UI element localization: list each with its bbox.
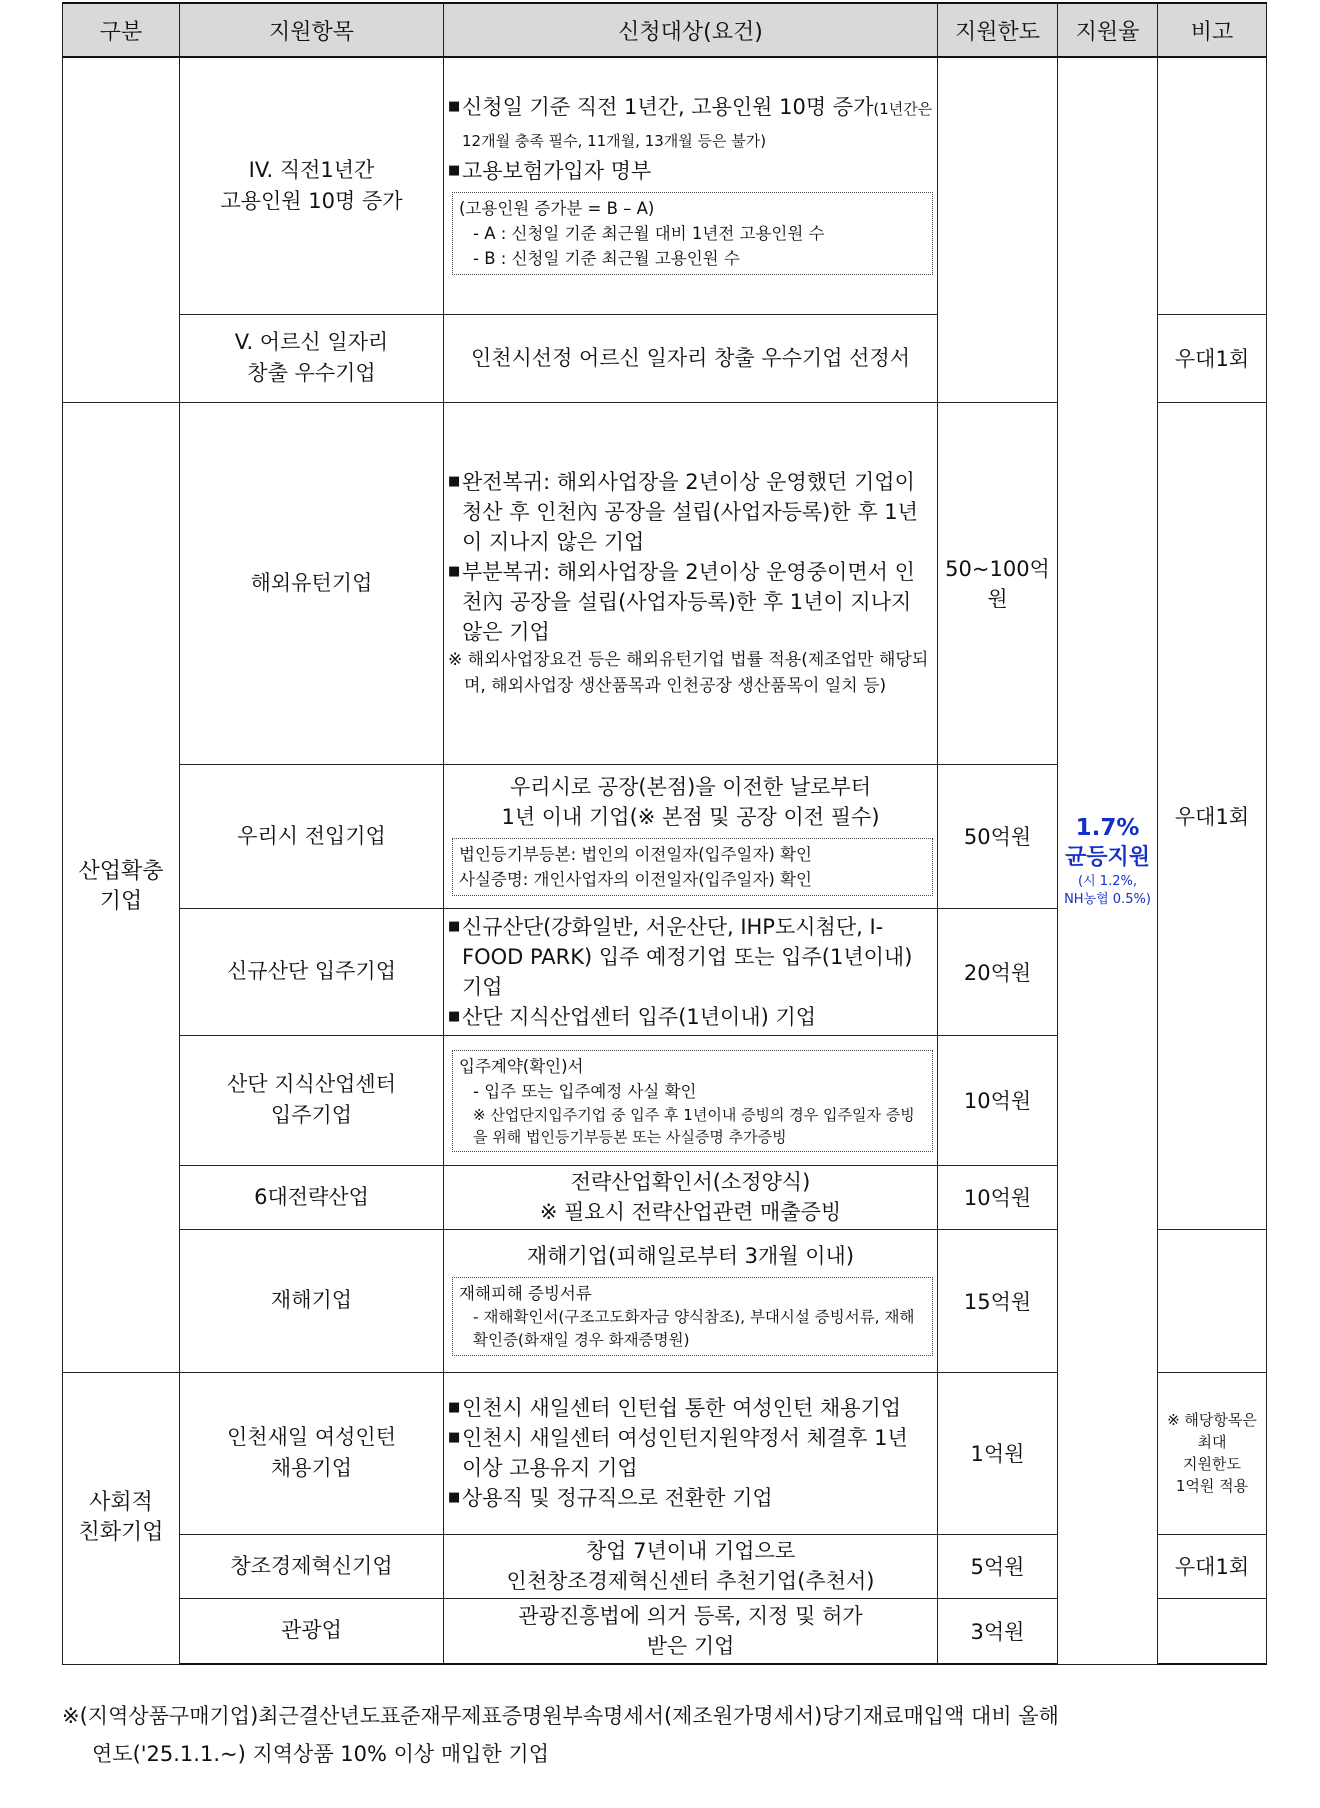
limit-cell-empty: [938, 57, 1058, 402]
dotted-note-box: 재해피해 증빙서류 - 재해확인서(구조고도화자금 양식참조), 부대시설 증빙서류, 재해확인증(화재일 경우 화재증명원): [452, 1277, 933, 1356]
requirements-cell: 인천시선정 어르신 일자리 창출 우수기업 선정서: [444, 314, 938, 402]
support-table: [62, 2, 1267, 1665]
requirements-cell: 창업 7년이내 기업으로 인천창조경제혁신센터 추천기업(추천서): [444, 1534, 938, 1598]
item-cell: 창조경제혁신기업: [180, 1534, 444, 1598]
footer-line-1: ※(지역상품구매기업)최근결산년도표준재무제표증명원부속명세서(제조원가명세서)당기재료매입액 대비 올해: [62, 1704, 1059, 1728]
item-cell: V. 어르신 일자리 창출 우수기업: [180, 314, 444, 402]
limit-cell: 1억원: [938, 1372, 1058, 1534]
header-rate: 지원율: [1058, 3, 1158, 57]
header-category: 구분: [63, 3, 180, 57]
header-item: 지원항목: [180, 3, 444, 57]
limit-cell: 20억원: [938, 908, 1058, 1035]
header-row: [63, 3, 1267, 57]
note-cell: 우대1회: [1158, 402, 1267, 1229]
note-cell-empty: [1158, 1229, 1267, 1372]
note-cell-empty: [1158, 1598, 1267, 1664]
bullet-item: ■ 인천시 새일센터 인턴쉽 통한 여성인턴 채용기업: [448, 1396, 902, 1420]
note-cell: ※ 해당항목은 최대 지원한도 1억원 적용: [1158, 1372, 1267, 1534]
item-cell: 인천새일 여성인턴 채용기업: [180, 1372, 444, 1534]
footer-note: [62, 1697, 1282, 1773]
bullet-item: ■ 부분복귀: 해외사업장을 2년이상 운영중이면서 인천內 공장을 설립(사업자등록)한 후 1년이 지나지 않은 기업: [448, 560, 915, 644]
item-cell: 관광업: [180, 1598, 444, 1664]
requirements-cell: 우리시로 공장(본점)을 이전한 날로부터 1년 이내 기업(※ 본점 및 공장 이전 필수) 법인등기부등본: 법인의 이전일자(입주일자) 확인 사실증명: 개인사업자의 이전일자(입주일자) 확인: [444, 764, 938, 908]
rate-detail: (시 1.2%, NH농협 0.5%): [1064, 873, 1151, 907]
category-cell: 사회적 친화기업: [63, 1372, 180, 1664]
header-note: 비고: [1158, 3, 1267, 57]
item-cell: 해외유턴기업: [180, 402, 444, 764]
bullet-item: ■ 완전복귀: 해외사업장을 2년이상 운영했던 기업이 청산 후 인천內 공장을 설립(사업자등록)한 후 1년이 지나지 않은 기업: [448, 470, 918, 554]
bullet-item: ■ 신청일 기준 직전 1년간, 고용인원 10명 증가(1년간은 12개월 충족 필수, 11개월, 13개월 등은 불가): [448, 95, 933, 151]
dotted-note-box: 입주계약(확인)서 - 입주 또는 입주예정 사실 확인 ※ 산업단지입주기업 중 입주 후 1년이내 증빙의 경우 입주일자 증빙을 위해 법인등기부등본 또는 사실증명 추가증빙: [452, 1050, 933, 1152]
category-cell-empty: [63, 57, 180, 402]
item-cell: IV. 직전1년간 고용인원 10명 증가: [180, 57, 444, 314]
item-cell: 6대전략산업: [180, 1165, 444, 1229]
table-row: [63, 57, 1267, 314]
header-limit: 지원한도: [938, 3, 1058, 57]
category-cell: 산업확충 기업: [63, 402, 180, 1372]
dotted-note-box: (고용인원 증가분 = B – A) - A : 신청일 기준 최근월 대비 1년전 고용인원 수 - B : 신청일 기준 최근월 고용인원 수: [452, 192, 933, 275]
bullet-item: ■ 인천시 새일센터 여성인턴지원약정서 체결후 1년 이상 고용유지 기업: [448, 1426, 908, 1480]
requirements-cell: [444, 402, 938, 764]
requirements-cell: 관광진흥법에 의거 등록, 지정 및 허가 받은 기업: [444, 1598, 938, 1664]
limit-cell: 3억원: [938, 1598, 1058, 1664]
dotted-note-box: 법인등기부등본: 법인의 이전일자(입주일자) 확인 사실증명: 개인사업자의 이전일자(입주일자) 확인: [452, 838, 933, 896]
item-cell: 산단 지식산업센터 입주기업: [180, 1035, 444, 1165]
note-cell: 우대1회: [1158, 314, 1267, 402]
note-cell: 우대1회: [1158, 1534, 1267, 1598]
limit-cell: 5억원: [938, 1534, 1058, 1598]
requirements-cell: 전략산업확인서(소정양식) ※ 필요시 전략산업관련 매출증빙: [444, 1165, 938, 1229]
requirements-cell: 재해기업(피해일로부터 3개월 이내) 재해피해 증빙서류 - 재해확인서(구조고도화자금 양식참조), 부대시설 증빙서류, 재해확인증(화재일 경우 화재증명원): [444, 1229, 938, 1372]
note-cell-empty: [1158, 57, 1267, 314]
requirements-cell: [444, 57, 938, 314]
limit-cell: 50억원: [938, 764, 1058, 908]
limit-cell: 50~100억원: [938, 402, 1058, 764]
footer-line-2: 연도('25.1.1.~) 지역상품 10% 이상 매입한 기업: [92, 1742, 549, 1766]
rate-label: 균등지원: [1064, 844, 1150, 870]
header-requirements: 신청대상(요건): [444, 3, 938, 57]
requirements-cell: [444, 908, 938, 1035]
item-cell: 우리시 전입기업: [180, 764, 444, 908]
limit-cell: 10억원: [938, 1165, 1058, 1229]
bullet-item: ■ 상용직 및 정규직으로 전환한 기업: [448, 1486, 773, 1510]
bullet-item: ■ 산단 지식산업센터 입주(1년이내) 기업: [448, 1004, 817, 1029]
requirements-cell: [444, 1372, 938, 1534]
rate-cell: [1058, 57, 1158, 1664]
bullet-item: ■ 고용보험가입자 명부: [448, 159, 652, 184]
limit-cell: 10억원: [938, 1035, 1058, 1165]
reference-note: ※ 해외사업장요건 등은 해외유턴기업 법률 적용(제조업만 해당되며, 해외사업장 생산품목과 인천공장 생산품목이 일치 등): [448, 650, 929, 696]
item-cell: 신규산단 입주기업: [180, 908, 444, 1035]
bullet-item: ■ 신규산단(강화일반, 서운산단, IHP도시첨단, I-FOOD PARK) 입주 예정기업 또는 입주(1년이내) 기업: [448, 914, 913, 999]
limit-cell: 15억원: [938, 1229, 1058, 1372]
item-cell: 재해기업: [180, 1229, 444, 1372]
requirements-cell: [444, 1035, 938, 1165]
rate-value: 1.7%: [1075, 814, 1140, 841]
